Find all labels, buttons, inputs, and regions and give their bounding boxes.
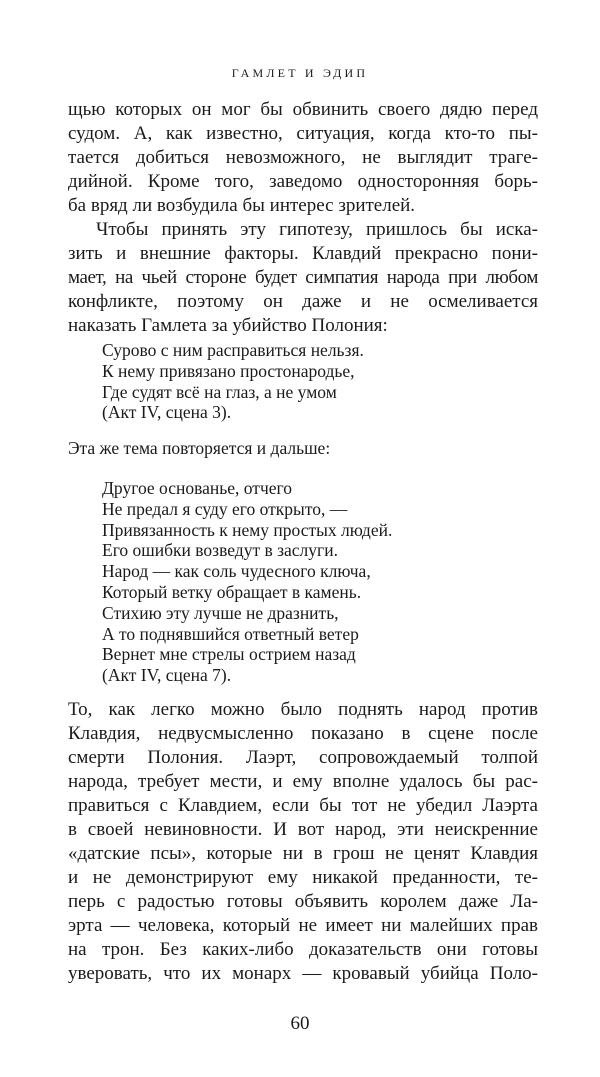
text-line: щью которых он мог бы обвинить своего дядю перед [68, 99, 538, 120]
text-line: Клавдия, недвусмысленно показано в сцене после [68, 723, 538, 744]
text-line: уверовать, что их монарх — кровавый убийца Поло- [68, 963, 538, 984]
text-line: зить и внешние факторы. Клавдий прекрасно пони- [68, 243, 538, 264]
verse-line: Стихию эту лучше не дразнить, [102, 602, 339, 623]
text-line: и не демонстрируют ему никакой преданности, те- [68, 867, 538, 888]
verse-line: Не предал я суду его открыто, — [102, 498, 348, 519]
text-line: в своей невиновности. И вот народ, эти неискренние [68, 819, 538, 840]
text-line: Чтобы принять эту гипотезу, пришлось бы иска- [96, 219, 538, 240]
verse-line: Который ветку обращает в камень. [102, 581, 362, 602]
text-line: дийной. Кроме того, заведомо односторонняя борь- [68, 171, 538, 192]
text-line: правиться с Клавдием, если бы тот не убедил Лаэрта [68, 795, 538, 816]
text-line: эрта — человека, который не имеет ни малейших прав [68, 915, 538, 936]
text-line: конфликте, поэтому он даже и не осмеливается [68, 291, 538, 312]
text-line: «датские псы», которые ни в грош не ценят Клавдия [68, 843, 538, 864]
paragraph-continuation [68, 98, 538, 218]
text-line: тается добиться невозможного, не выглядит траге- [68, 147, 538, 168]
paragraph-people [68, 698, 538, 986]
verse-line: Вернет мне стрелы острием назад [102, 644, 356, 665]
text-line: наказать Гамлета за убийство Полония: [68, 315, 388, 336]
verse-quote-2 [102, 478, 522, 686]
text-line: То, как легко можно было поднять народ против [68, 699, 538, 720]
text-line: мает, на чьей стороне будет симпатия народа при любом [68, 267, 538, 288]
verse-line: Где судят всё на глаз, а не умом [102, 381, 337, 402]
text-line: Эта же тема повторяется и дальше: [68, 438, 331, 458]
verse-line: А то поднявшийся ответный ветер [102, 623, 359, 644]
verse-citation: (Акт IV, сцена 7). [102, 665, 232, 686]
text-line: народа, требует мести, и ему вполне удалось бы рас- [68, 771, 538, 792]
verse-line: Привязанность к нему простых людей. [102, 519, 393, 540]
text-line: судом. А, как известно, ситуация, когда кто-то пы- [68, 123, 538, 144]
verse-line: Его ошибки возведут в заслуги. [102, 540, 338, 561]
verse-line: К нему привязано простонародье, [102, 360, 355, 381]
text-line: ба вряд ли возбудила бы интерес зрителей. [68, 195, 416, 216]
verse-line: Сурово с ним расправиться нельзя. [102, 340, 364, 360]
verse-intro [68, 437, 538, 459]
verse-line: Народ — как соль чудесного ключа, [102, 561, 371, 582]
verse-citation: (Акт IV, сцена 3). [102, 402, 232, 423]
verse-line: Другое основанье, отчего [102, 478, 293, 498]
verse-quote-1 [102, 340, 522, 423]
page-number: 60 [290, 1013, 310, 1034]
text-line: перь с радостью готовы объявить королем даже Ла- [68, 891, 538, 912]
paragraph-hypothesis [68, 218, 538, 338]
text-line: смерти Полония. Лаэрт, сопровождаемый толпой [68, 747, 538, 768]
running-head: ГАМЛЕТ И ЭДИП [231, 66, 369, 80]
text-line: на трон. Без каких-либо доказательств они готовы [68, 939, 538, 960]
